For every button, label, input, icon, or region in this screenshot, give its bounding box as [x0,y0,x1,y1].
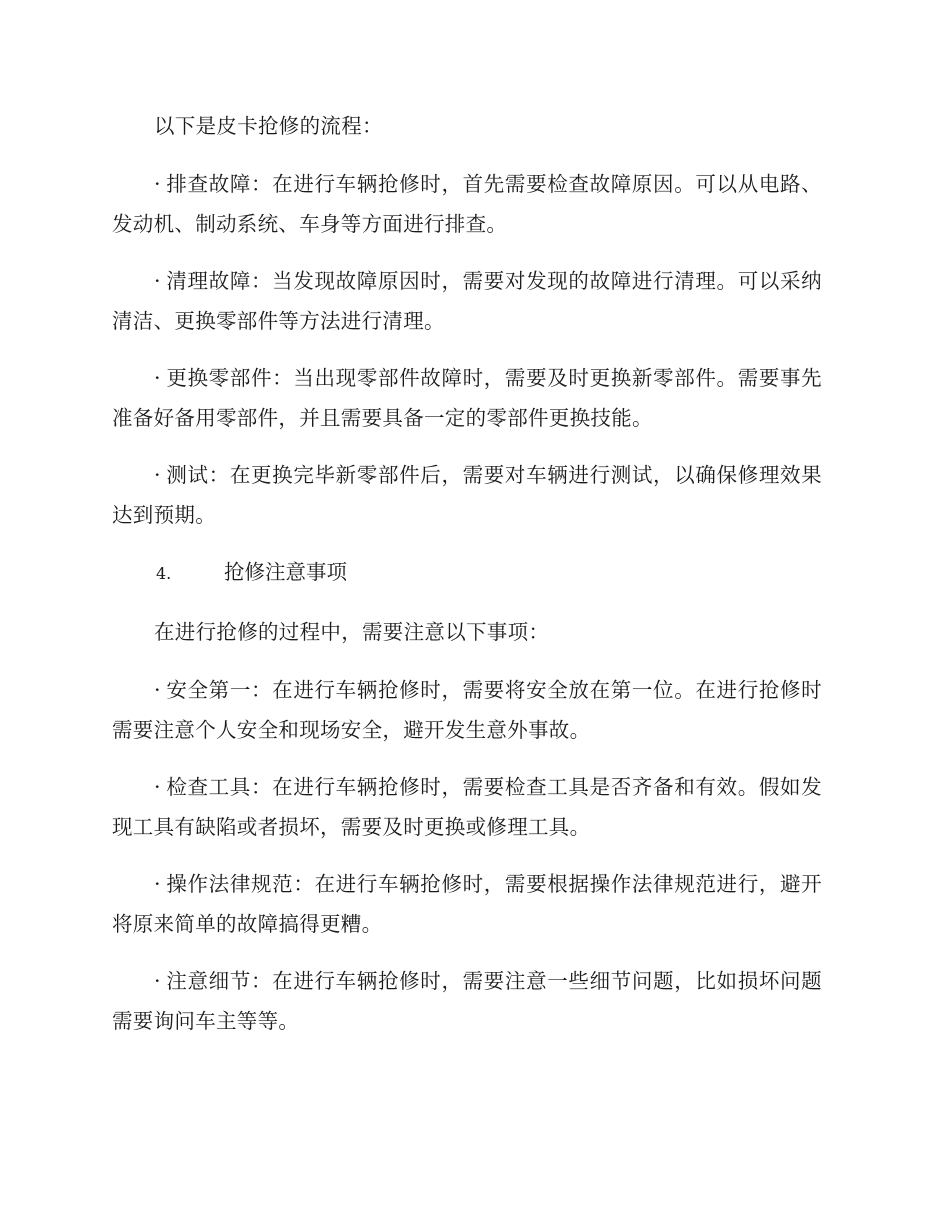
bullet-icon: · [154,269,161,293]
section-title: 抢修注意事项 [224,560,347,584]
intro-paragraph: 以下是皮卡抢修的流程： [154,114,383,138]
caution-item-text: 注意细节：在进行车辆抢修时，需要注意一些细节问题，比如损坏问题需要询问车主等等。 [112,969,822,1033]
bullet-icon: · [154,463,161,487]
process-item-text: 排查故障：在进行车辆抢修时，首先需要检查故障原因。可以从电路、发动机、制动系统、车身等方面进行排查。 [112,172,822,236]
caution-item-safety [112,670,822,750]
section-intro-paragraph: 在进行抢修的过程中，需要注意以下事项： [154,620,550,644]
bullet-icon: · [154,872,161,896]
section-heading [112,552,822,594]
caution-item-details [112,961,822,1041]
process-item-text: 更换零部件：当出现零部件故障时，需要及时更换新零部件。需要事先准备好备用零部件，并且需要具备一定的零部件更换技能。 [112,366,822,430]
process-item-troubleshoot [112,164,822,244]
caution-item-text: 检查工具：在进行车辆抢修时，需要检查工具是否齐备和有效。假如发现工具有缺陷或者损坏，需要及时更换或修理工具。 [112,775,822,839]
process-item-replace [112,358,822,438]
bullet-icon: · [154,172,161,196]
document-page [112,106,822,1058]
process-item-clear [112,261,822,341]
caution-item-text: 操作法律规范：在进行车辆抢修时，需要根据操作法律规范进行，避开将原来简单的故障搞得更糟。 [112,872,822,936]
bullet-icon: · [154,366,161,390]
process-item-text: 清理故障：当发现故障原因时，需要对发现的故障进行清理。可以采纳清洁、更换零部件等方法进行清理。 [112,269,822,333]
caution-item-regulations [112,864,822,944]
process-item-text: 测试：在更换完毕新零部件后，需要对车辆进行测试，以确保修理效果达到预期。 [112,463,822,527]
section-number: 4. [156,564,172,583]
process-item-test [112,455,822,535]
bullet-icon: · [154,775,161,799]
bullet-icon: · [154,969,161,993]
caution-item-text: 安全第一：在进行车辆抢修时，需要将安全放在第一位。在进行抢修时需要注意个人安全和现场安全，避开发生意外事故。 [112,678,822,742]
bullet-icon: · [154,678,161,702]
caution-item-tools [112,767,822,847]
